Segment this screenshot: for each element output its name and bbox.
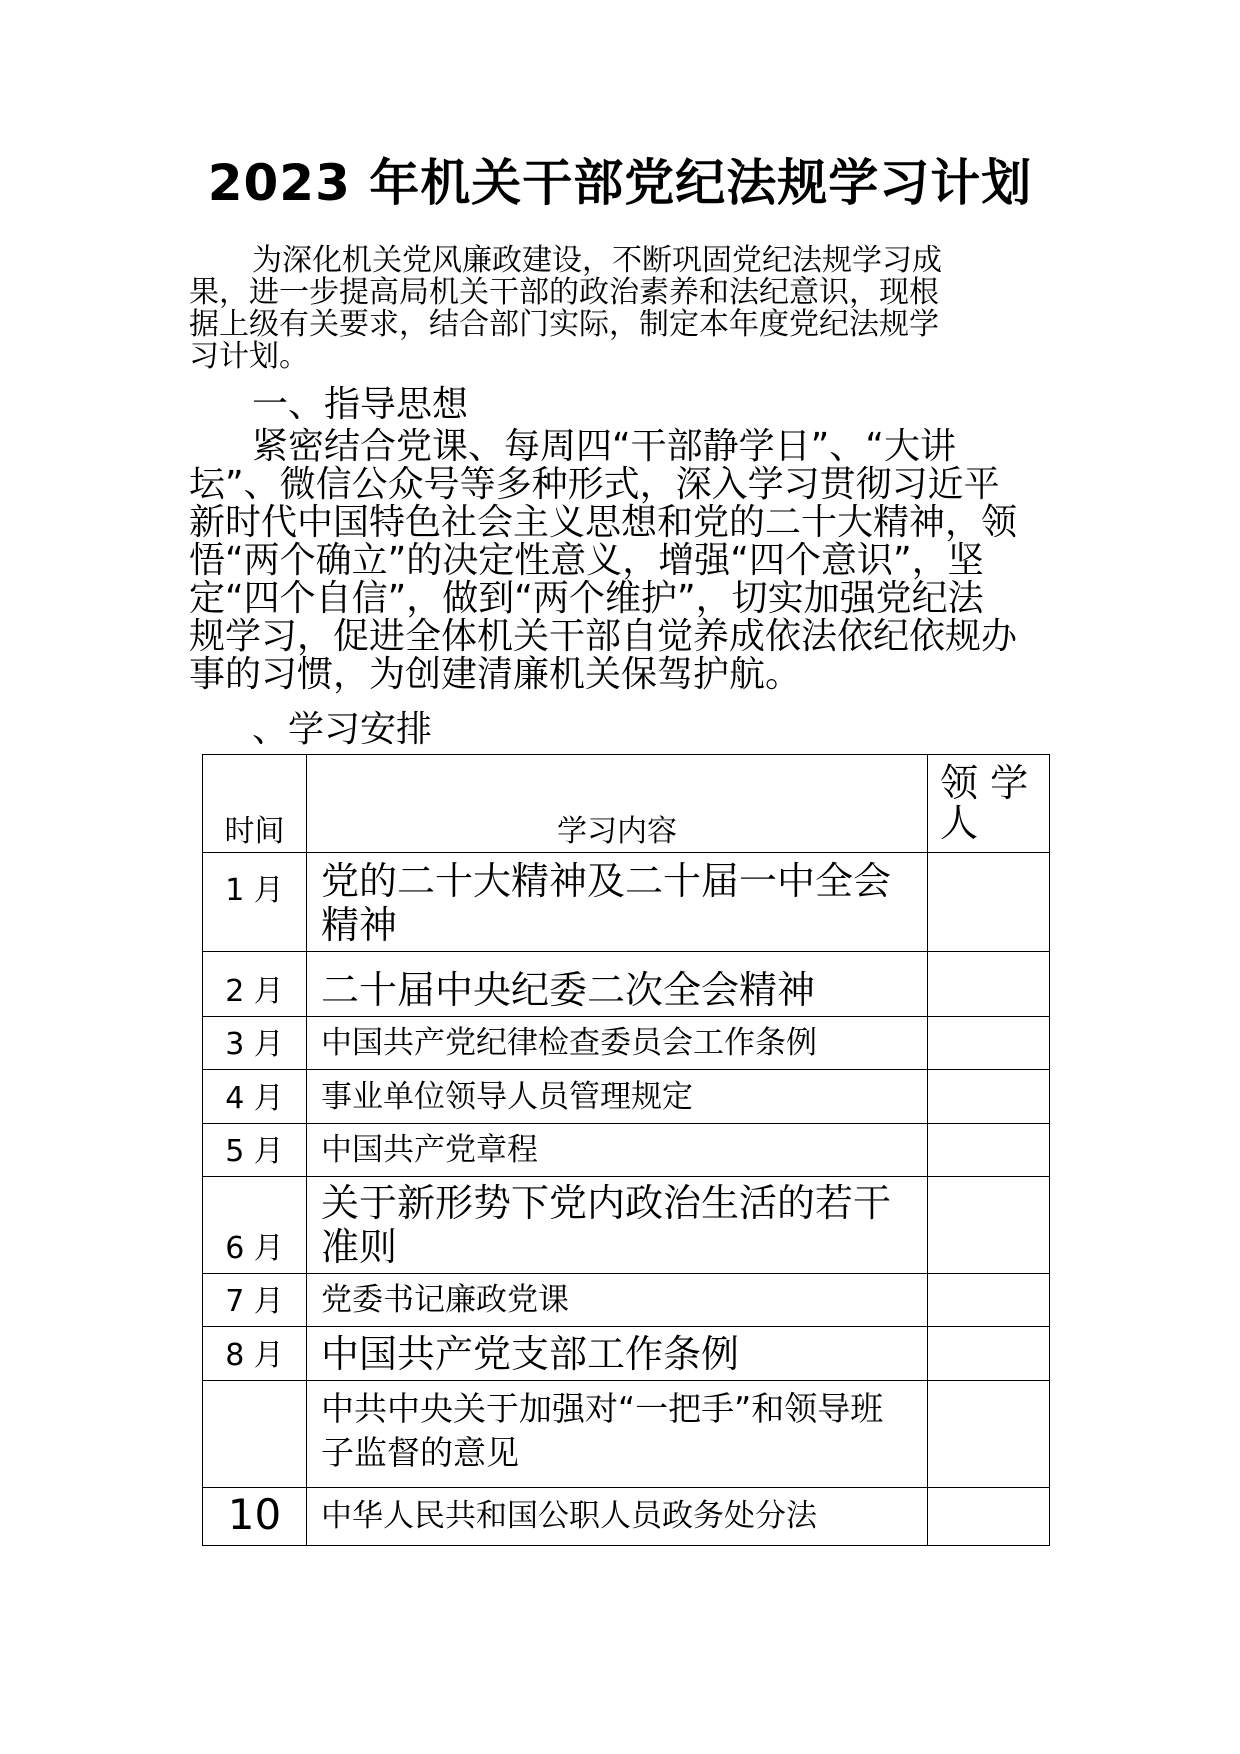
content-cell (307, 1274, 928, 1327)
table-row (203, 1017, 1050, 1070)
content-line: 事业单位领导人员管理规定 (321, 1079, 693, 1115)
month-cell: 2 月 (203, 952, 307, 1017)
content-cell (307, 1177, 928, 1274)
content-line: 中共中央关于加强对“一把手”和领导班 (321, 1389, 884, 1428)
month-cell: 7 月 (203, 1274, 307, 1327)
leader-cell (928, 1488, 1050, 1546)
guiding-line: 坛”、微信公众号等多种形式，深入学习贯彻习近平 (189, 464, 1000, 505)
guiding-line: 悟“两个确立”的决定性意义，增强“四个意识”，坚 (189, 540, 984, 581)
content-line: 精神 (321, 903, 398, 947)
leader-cell (928, 1274, 1050, 1327)
study-plan-table (202, 754, 1050, 1546)
table-row (203, 952, 1050, 1017)
table-row (203, 1124, 1050, 1177)
table-row (203, 1327, 1050, 1381)
table-row (203, 1381, 1050, 1488)
month-cell: 4 月 (203, 1070, 307, 1124)
table-row (203, 1177, 1050, 1274)
month-cell: 10 (203, 1488, 307, 1546)
month-cell: 5 月 (203, 1124, 307, 1177)
header-leader-line: 人 (940, 801, 979, 845)
content-cell (307, 1070, 928, 1124)
intro-line: 习计划。 (189, 339, 309, 374)
table-row (203, 1274, 1050, 1327)
content-cell (307, 1488, 928, 1546)
leader-cell (928, 1017, 1050, 1070)
guiding-line: 新时代中国特色社会主义思想和党的二十大精神，领 (189, 502, 1018, 543)
table-header-row (203, 755, 1050, 853)
intro-line: 为深化机关党风廉政建设，不断巩固党纪法规学习成 (252, 243, 942, 278)
guiding-line: 紧密结合党课、每周四“干部静学日”、“大讲 (252, 426, 956, 467)
content-line: 关于新形势下党内政治生活的若干 (321, 1181, 892, 1225)
leader-cell (928, 1070, 1050, 1124)
intro-line: 果，进一步提高局机关干部的政治素养和法纪意识，现根 (189, 275, 939, 310)
section-heading-study-arrangement: 、学习安排 (252, 709, 433, 750)
leader-cell (928, 853, 1050, 952)
content-cell (307, 853, 928, 952)
header-time: 时间 (203, 755, 307, 853)
content-line: 中国共产党支部工作条例 (321, 1332, 740, 1376)
content-cell (307, 1381, 928, 1488)
guiding-line: 定“四个自信”，做到“两个维护”，切实加强党纪法 (189, 578, 984, 619)
header-leader-line: 领 学 (940, 761, 1029, 805)
content-cell (307, 1017, 928, 1070)
intro-line: 据上级有关要求，结合部门实际，制定本年度党纪法规学 (189, 307, 939, 342)
guiding-line: 事的习惯，为创建清廉机关保驾护航。 (189, 654, 802, 695)
table-row (203, 1488, 1050, 1546)
leader-cell (928, 1177, 1050, 1274)
content-cell (307, 1124, 928, 1177)
month-cell: 3 月 (203, 1017, 307, 1070)
content-line: 中华人民共和国公职人员政务处分法 (321, 1498, 817, 1534)
content-line: 中国共产党纪律检查委员会工作条例 (321, 1025, 817, 1061)
guiding-thought-paragraph (189, 428, 1017, 694)
leader-cell (928, 952, 1050, 1017)
section-heading-guiding-thought: 一、指导思想 (252, 384, 469, 425)
month-cell: 6 月 (203, 1177, 307, 1274)
document-title: 2023 年机关干部党纪法规学习计划 (207, 154, 1033, 212)
leader-cell (928, 1381, 1050, 1488)
content-line: 党委书记廉政党课 (321, 1282, 569, 1318)
content-line: 准则 (321, 1225, 398, 1269)
content-line: 子监督的意见 (321, 1433, 519, 1472)
content-cell (307, 1327, 928, 1381)
content-line: 党的二十大精神及二十届一中全会 (321, 859, 892, 903)
content-cell (307, 952, 928, 1017)
month-cell: 1 月 (203, 853, 307, 952)
guiding-line: 规学习，促进全体机关干部自觉养成依法依纪依规办 (189, 616, 1018, 657)
header-leader (928, 755, 1050, 853)
content-line: 二十届中央纪委二次全会精神 (321, 968, 816, 1012)
content-line: 中国共产党章程 (321, 1132, 538, 1168)
header-content: 学习内容 (307, 755, 928, 853)
month-cell (203, 1381, 307, 1488)
leader-cell (928, 1124, 1050, 1177)
leader-cell (928, 1327, 1050, 1381)
table-row (203, 853, 1050, 952)
intro-paragraph (189, 245, 942, 373)
month-cell: 8 月 (203, 1327, 307, 1381)
table-row (203, 1070, 1050, 1124)
